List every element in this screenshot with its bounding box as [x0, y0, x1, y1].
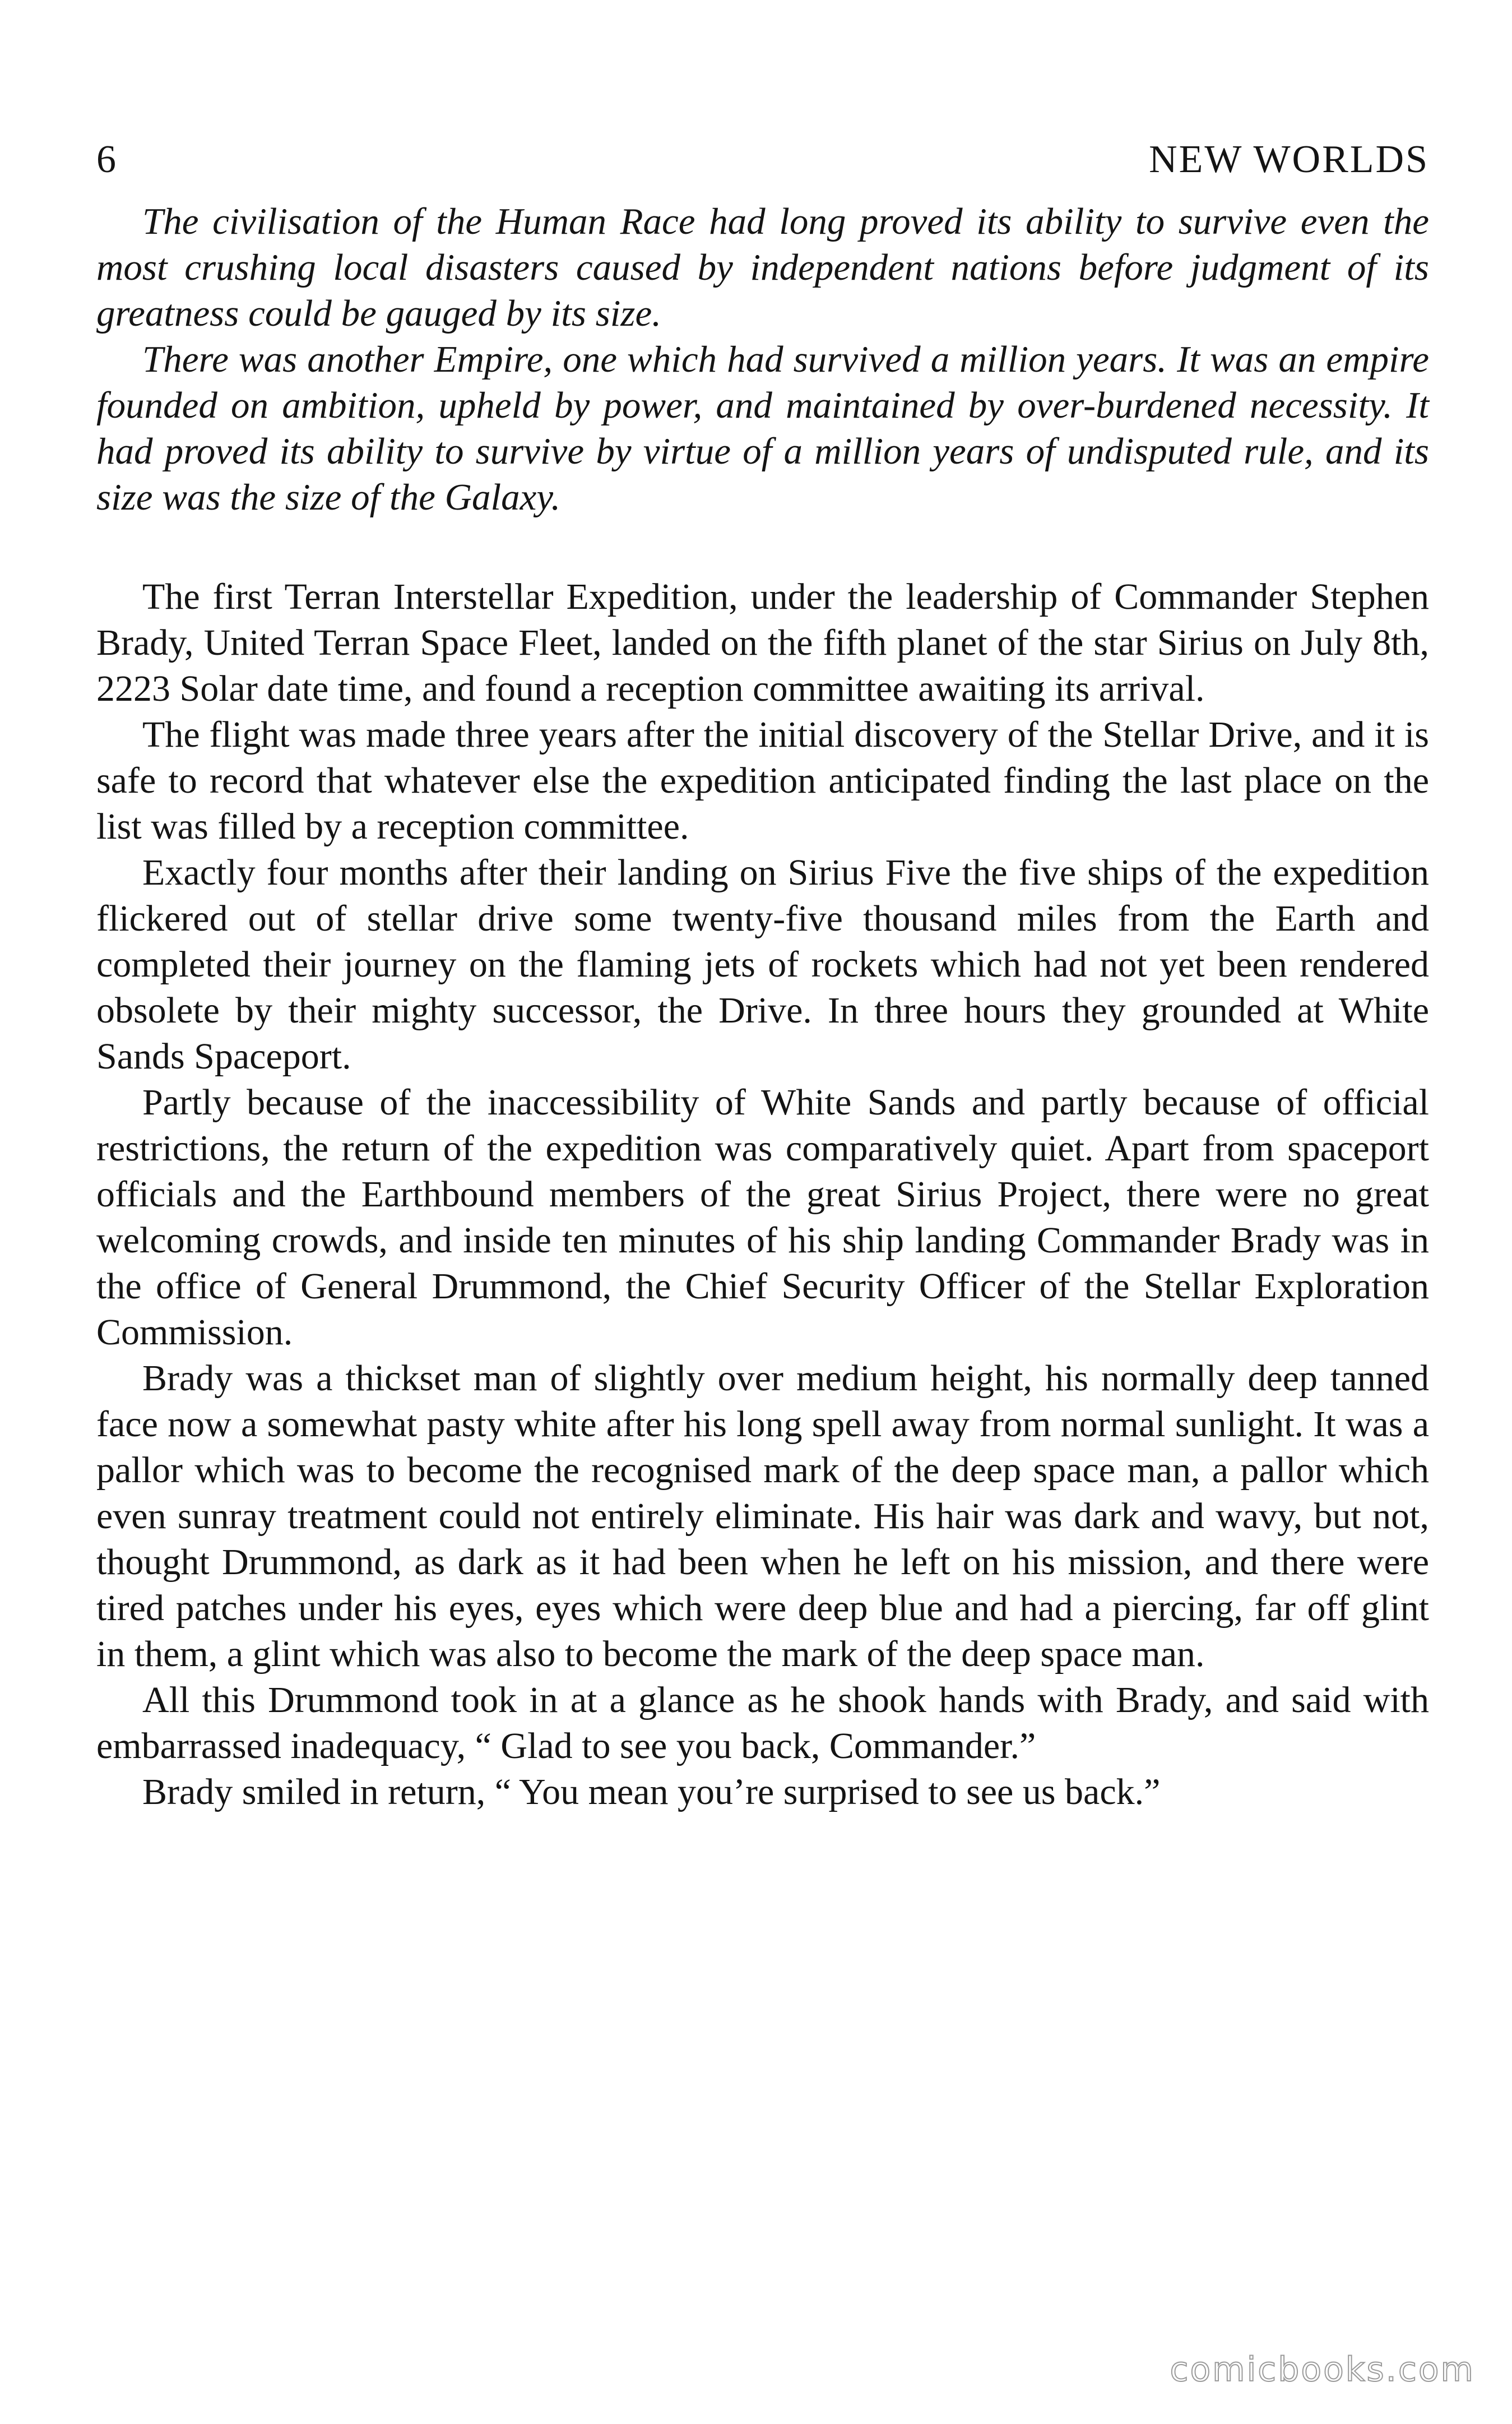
body-paragraph: Brady smiled in return, “ You mean you’re surprised to see us back.” [142, 1771, 1161, 1812]
page-number: 6 [96, 138, 116, 181]
running-title: NEW WORLDS [1149, 138, 1429, 181]
intro-paragraph: There was another Empire, one which had survived a million years. It was an empire founded on ambition, upheld by power, and maintained by over-burdened necessity. It had proved its ability to survive by virtue of a million years of undisputed rule, and its size was the size of the Galaxy. [96, 339, 1429, 518]
story-body [96, 574, 1429, 1815]
book-page [96, 129, 1429, 1815]
body-paragraph: All this Drummond took in at a glance as he shook hands with Brady, and said with embarrassed inadequacy, “ Glad to see you back, Commander.” [96, 1680, 1429, 1766]
body-paragraph: The first Terran Interstellar Expedition, under the leadership of Commander Stephen Brady, United Terran Space Fleet, landed on the fifth planet of the star Sirius on July 8th, 2223 Solar date time, and found a reception committee awaiting its arrival. [96, 576, 1429, 709]
body-paragraph: Brady was a thickset man of slightly over medium height, his normally deep tanned face now a somewhat pasty white after his long spell away from normal sunlight. It was a pallor which was to become the recognised mark of the deep space man, a pallor which even sunray treatment could not entirely eliminate. His hair was dark and wavy, but not, thought Drummond, as dark as it had been when he left on his mission, and there were tired patches under his eyes, eyes which were deep blue and had a piercing, far off glint in them, a glint which was also to become the mark of the deep space man. [96, 1358, 1429, 1674]
intro-paragraph: The civilisation of the Human Race had long proved its ability to survive even the most crushing local disasters caused by independent nations before judgment of its greatness could be gauged by its size. [96, 201, 1429, 334]
body-paragraph: Partly because of the inaccessibility of White Sands and partly because of official restrictions, the return of the expedition was comparatively quiet. Apart from spaceport officials and the Earthbound members of the great Sirius Project, there were no great welcoming crowds, and inside ten minutes of his ship landing Commander Brady was in the office of General Drummond, the Chief Security Officer of the Stellar Exploration Commission. [96, 1082, 1429, 1353]
body-paragraph: The flight was made three years after the initial discovery of the Stellar Drive, and it is safe to record that whatever else the expedition anticipated finding the last place on the list was filled by a reception committee. [96, 714, 1429, 847]
body-paragraph: Exactly four months after their landing on Sirius Five the five ships of the expedition flickered out of stellar drive some twenty-five thousand miles from the Earth and completed their journey on the flaming jets of rockets which had not yet been rendered obsolete by their mighty successor, the Drive. In three hours they grounded at White Sands Spaceport. [96, 852, 1429, 1077]
site-watermark: comicbooks.com [1170, 2350, 1475, 2389]
italic-introduction [96, 198, 1429, 520]
page-header [96, 129, 1429, 191]
